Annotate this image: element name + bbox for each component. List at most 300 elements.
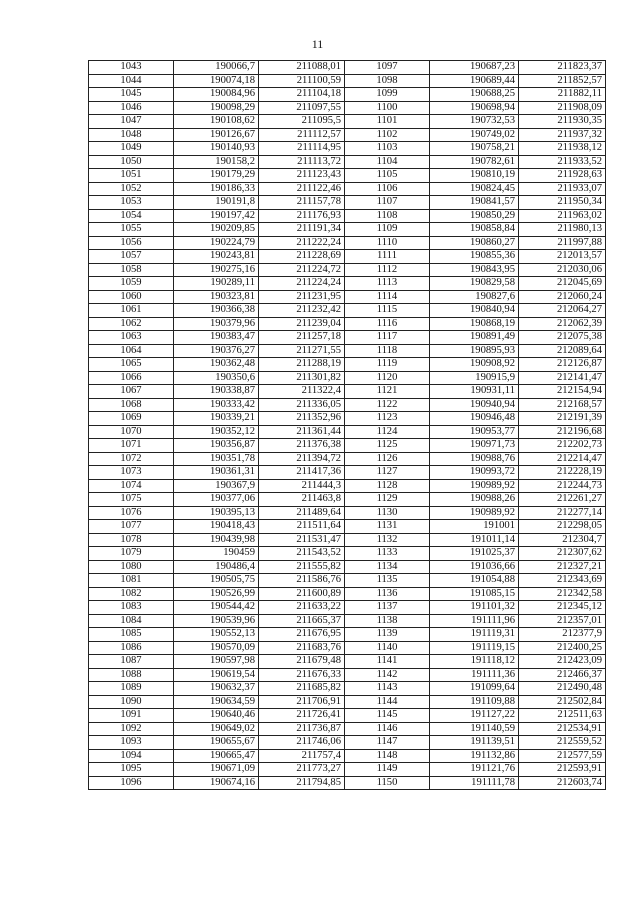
x-coordinate-right-cell: 191140,59 (430, 722, 519, 736)
x-coordinate-left-cell: 190356,87 (174, 439, 259, 453)
table-row (89, 317, 606, 331)
x-coordinate-left-cell: 190671,09 (174, 763, 259, 777)
table-row (89, 560, 606, 574)
x-coordinate-right-cell: 190993,72 (430, 466, 519, 480)
x-coordinate-right-cell: 191109,88 (430, 695, 519, 709)
x-coordinate-left-cell: 190640,46 (174, 709, 259, 723)
y-coordinate-left-cell: 211301,82 (259, 371, 345, 385)
point-number-left-cell: 1062 (89, 317, 174, 331)
point-number-left-cell: 1085 (89, 628, 174, 642)
y-coordinate-left-cell: 211757,4 (259, 749, 345, 763)
y-coordinate-left-cell: 211683,76 (259, 641, 345, 655)
x-coordinate-left-cell: 190339,21 (174, 412, 259, 426)
y-coordinate-right-cell: 212307,62 (519, 547, 606, 561)
x-coordinate-left-cell: 190544,42 (174, 601, 259, 615)
y-coordinate-right-cell: 212141,47 (519, 371, 606, 385)
x-coordinate-left-cell: 190209,85 (174, 223, 259, 237)
x-coordinate-right-cell: 190940,94 (430, 398, 519, 412)
y-coordinate-left-cell: 211232,42 (259, 304, 345, 318)
x-coordinate-left-cell: 190539,96 (174, 614, 259, 628)
x-coordinate-right-cell: 191111,78 (430, 776, 519, 790)
point-number-left-cell: 1051 (89, 169, 174, 183)
point-number-left-cell: 1059 (89, 277, 174, 291)
point-number-right-cell: 1146 (345, 722, 430, 736)
y-coordinate-left-cell: 211222,24 (259, 236, 345, 250)
point-number-left-cell: 1052 (89, 182, 174, 196)
point-number-left-cell: 1096 (89, 776, 174, 790)
y-coordinate-left-cell: 211322,4 (259, 385, 345, 399)
point-number-left-cell: 1054 (89, 209, 174, 223)
x-coordinate-left-cell: 190655,67 (174, 736, 259, 750)
y-coordinate-right-cell: 212298,05 (519, 520, 606, 534)
y-coordinate-left-cell: 211531,47 (259, 533, 345, 547)
table-row (89, 412, 606, 426)
point-number-left-cell: 1077 (89, 520, 174, 534)
y-coordinate-right-cell: 212593,91 (519, 763, 606, 777)
point-number-right-cell: 1135 (345, 574, 430, 588)
point-number-left-cell: 1064 (89, 344, 174, 358)
x-coordinate-left-cell: 190383,47 (174, 331, 259, 345)
point-number-left-cell: 1082 (89, 587, 174, 601)
point-number-right-cell: 1122 (345, 398, 430, 412)
x-coordinate-right-cell: 191099,64 (430, 682, 519, 696)
point-number-right-cell: 1110 (345, 236, 430, 250)
x-coordinate-left-cell: 190191,8 (174, 196, 259, 210)
y-coordinate-right-cell: 212244,73 (519, 479, 606, 493)
x-coordinate-right-cell: 191085,15 (430, 587, 519, 601)
x-coordinate-left-cell: 190140,93 (174, 142, 259, 156)
x-coordinate-left-cell: 190665,47 (174, 749, 259, 763)
coordinates-table-body (89, 61, 606, 790)
y-coordinate-right-cell: 212154,94 (519, 385, 606, 399)
y-coordinate-left-cell: 211794,85 (259, 776, 345, 790)
x-coordinate-right-cell: 191054,88 (430, 574, 519, 588)
point-number-left-cell: 1078 (89, 533, 174, 547)
x-coordinate-right-cell: 191111,36 (430, 668, 519, 682)
point-number-right-cell: 1097 (345, 61, 430, 75)
x-coordinate-right-cell: 190988,26 (430, 493, 519, 507)
y-coordinate-right-cell: 211928,63 (519, 169, 606, 183)
y-coordinate-left-cell: 211444,3 (259, 479, 345, 493)
y-coordinate-left-cell: 211417,36 (259, 466, 345, 480)
point-number-left-cell: 1075 (89, 493, 174, 507)
point-number-right-cell: 1111 (345, 250, 430, 264)
x-coordinate-right-cell: 190858,84 (430, 223, 519, 237)
point-number-right-cell: 1119 (345, 358, 430, 372)
point-number-right-cell: 1103 (345, 142, 430, 156)
x-coordinate-left-cell: 190351,78 (174, 452, 259, 466)
point-number-left-cell: 1093 (89, 736, 174, 750)
table-row (89, 115, 606, 129)
y-coordinate-right-cell: 212304,7 (519, 533, 606, 547)
table-row (89, 290, 606, 304)
x-coordinate-right-cell: 190855,36 (430, 250, 519, 264)
table-row (89, 263, 606, 277)
table-row (89, 655, 606, 669)
point-number-left-cell: 1069 (89, 412, 174, 426)
x-coordinate-left-cell: 190066,7 (174, 61, 259, 75)
y-coordinate-right-cell: 212534,91 (519, 722, 606, 736)
table-row (89, 304, 606, 318)
x-coordinate-right-cell: 191118,12 (430, 655, 519, 669)
x-coordinate-right-cell: 191025,37 (430, 547, 519, 561)
x-coordinate-right-cell: 190895,93 (430, 344, 519, 358)
y-coordinate-right-cell: 212502,84 (519, 695, 606, 709)
table-row (89, 452, 606, 466)
point-number-left-cell: 1058 (89, 263, 174, 277)
point-number-right-cell: 1132 (345, 533, 430, 547)
x-coordinate-right-cell: 190749,02 (430, 128, 519, 142)
table-row (89, 74, 606, 88)
y-coordinate-right-cell: 212075,38 (519, 331, 606, 345)
point-number-right-cell: 1100 (345, 101, 430, 115)
point-number-right-cell: 1101 (345, 115, 430, 129)
point-number-right-cell: 1139 (345, 628, 430, 642)
y-coordinate-right-cell: 212045,69 (519, 277, 606, 291)
x-coordinate-left-cell: 190376,27 (174, 344, 259, 358)
table-row (89, 695, 606, 709)
point-number-right-cell: 1099 (345, 88, 430, 102)
y-coordinate-right-cell: 212423,09 (519, 655, 606, 669)
point-number-right-cell: 1134 (345, 560, 430, 574)
x-coordinate-right-cell: 190829,58 (430, 277, 519, 291)
y-coordinate-right-cell: 212064,27 (519, 304, 606, 318)
y-coordinate-right-cell: 212030,06 (519, 263, 606, 277)
point-number-left-cell: 1068 (89, 398, 174, 412)
table-row (89, 601, 606, 615)
y-coordinate-right-cell: 212214,47 (519, 452, 606, 466)
x-coordinate-left-cell: 190186,33 (174, 182, 259, 196)
table-row (89, 61, 606, 75)
x-coordinate-right-cell: 191121,76 (430, 763, 519, 777)
point-number-right-cell: 1107 (345, 196, 430, 210)
point-number-left-cell: 1091 (89, 709, 174, 723)
y-coordinate-right-cell: 212466,37 (519, 668, 606, 682)
x-coordinate-left-cell: 190179,29 (174, 169, 259, 183)
x-coordinate-right-cell: 190810,19 (430, 169, 519, 183)
point-number-left-cell: 1063 (89, 331, 174, 345)
y-coordinate-left-cell: 211257,18 (259, 331, 345, 345)
y-coordinate-right-cell: 211980,13 (519, 223, 606, 237)
point-number-right-cell: 1137 (345, 601, 430, 615)
table-row (89, 398, 606, 412)
x-coordinate-right-cell: 190989,92 (430, 479, 519, 493)
point-number-right-cell: 1129 (345, 493, 430, 507)
table-row (89, 587, 606, 601)
y-coordinate-right-cell: 212261,27 (519, 493, 606, 507)
point-number-right-cell: 1120 (345, 371, 430, 385)
table-row (89, 88, 606, 102)
y-coordinate-right-cell: 211997,88 (519, 236, 606, 250)
x-coordinate-right-cell: 191119,31 (430, 628, 519, 642)
table-row (89, 574, 606, 588)
x-coordinate-right-cell: 190687,23 (430, 61, 519, 75)
table-row (89, 250, 606, 264)
y-coordinate-left-cell: 211555,82 (259, 560, 345, 574)
y-coordinate-right-cell: 212196,68 (519, 425, 606, 439)
x-coordinate-right-cell: 190689,44 (430, 74, 519, 88)
y-coordinate-right-cell: 212168,57 (519, 398, 606, 412)
point-number-right-cell: 1144 (345, 695, 430, 709)
table-row (89, 493, 606, 507)
point-number-right-cell: 1147 (345, 736, 430, 750)
y-coordinate-left-cell: 211224,72 (259, 263, 345, 277)
y-coordinate-left-cell: 211088,01 (259, 61, 345, 75)
point-number-left-cell: 1067 (89, 385, 174, 399)
x-coordinate-right-cell: 191001 (430, 520, 519, 534)
y-coordinate-left-cell: 211097,55 (259, 101, 345, 115)
table-row (89, 236, 606, 250)
x-coordinate-right-cell: 190688,25 (430, 88, 519, 102)
y-coordinate-right-cell: 212202,73 (519, 439, 606, 453)
x-coordinate-left-cell: 190418,43 (174, 520, 259, 534)
y-coordinate-left-cell: 211685,82 (259, 682, 345, 696)
x-coordinate-left-cell: 190074,18 (174, 74, 259, 88)
x-coordinate-right-cell: 190908,92 (430, 358, 519, 372)
y-coordinate-left-cell: 211676,95 (259, 628, 345, 642)
y-coordinate-left-cell: 211113,72 (259, 155, 345, 169)
table-row (89, 520, 606, 534)
y-coordinate-left-cell: 211679,48 (259, 655, 345, 669)
point-number-right-cell: 1145 (345, 709, 430, 723)
x-coordinate-right-cell: 190827,6 (430, 290, 519, 304)
point-number-left-cell: 1076 (89, 506, 174, 520)
point-number-right-cell: 1113 (345, 277, 430, 291)
coordinates-table (88, 60, 606, 790)
x-coordinate-left-cell: 190352,12 (174, 425, 259, 439)
y-coordinate-right-cell: 211930,35 (519, 115, 606, 129)
table-row (89, 128, 606, 142)
x-coordinate-left-cell: 190395,13 (174, 506, 259, 520)
x-coordinate-right-cell: 190953,77 (430, 425, 519, 439)
table-row (89, 371, 606, 385)
x-coordinate-left-cell: 190619,54 (174, 668, 259, 682)
y-coordinate-left-cell: 211706,91 (259, 695, 345, 709)
point-number-left-cell: 1066 (89, 371, 174, 385)
table-row (89, 763, 606, 777)
point-number-right-cell: 1109 (345, 223, 430, 237)
point-number-right-cell: 1105 (345, 169, 430, 183)
x-coordinate-right-cell: 190868,19 (430, 317, 519, 331)
x-coordinate-left-cell: 190439,98 (174, 533, 259, 547)
point-number-right-cell: 1123 (345, 412, 430, 426)
y-coordinate-right-cell: 212603,74 (519, 776, 606, 790)
x-coordinate-right-cell: 190946,48 (430, 412, 519, 426)
y-coordinate-right-cell: 211852,57 (519, 74, 606, 88)
point-number-right-cell: 1117 (345, 331, 430, 345)
table-row (89, 641, 606, 655)
y-coordinate-right-cell: 211937,32 (519, 128, 606, 142)
y-coordinate-left-cell: 211123,43 (259, 169, 345, 183)
point-number-right-cell: 1141 (345, 655, 430, 669)
y-coordinate-right-cell: 211963,02 (519, 209, 606, 223)
table-row (89, 331, 606, 345)
point-number-left-cell: 1092 (89, 722, 174, 736)
y-coordinate-left-cell: 211336,05 (259, 398, 345, 412)
point-number-right-cell: 1126 (345, 452, 430, 466)
table-row (89, 385, 606, 399)
y-coordinate-right-cell: 212377,9 (519, 628, 606, 642)
point-number-right-cell: 1131 (345, 520, 430, 534)
y-coordinate-right-cell: 212013,57 (519, 250, 606, 264)
point-number-left-cell: 1079 (89, 547, 174, 561)
x-coordinate-right-cell: 190782,61 (430, 155, 519, 169)
y-coordinate-left-cell: 211122,46 (259, 182, 345, 196)
y-coordinate-left-cell: 211271,55 (259, 344, 345, 358)
y-coordinate-left-cell: 211288,19 (259, 358, 345, 372)
y-coordinate-right-cell: 211823,37 (519, 61, 606, 75)
table-row (89, 479, 606, 493)
x-coordinate-left-cell: 190108,62 (174, 115, 259, 129)
table-row (89, 101, 606, 115)
table-row (89, 155, 606, 169)
y-coordinate-left-cell: 211676,33 (259, 668, 345, 682)
point-number-right-cell: 1115 (345, 304, 430, 318)
table-row (89, 196, 606, 210)
table-row (89, 439, 606, 453)
point-number-left-cell: 1050 (89, 155, 174, 169)
x-coordinate-left-cell: 190674,16 (174, 776, 259, 790)
x-coordinate-right-cell: 190860,27 (430, 236, 519, 250)
x-coordinate-left-cell: 190634,59 (174, 695, 259, 709)
y-coordinate-right-cell: 212577,59 (519, 749, 606, 763)
x-coordinate-left-cell: 190459 (174, 547, 259, 561)
x-coordinate-left-cell: 190224,79 (174, 236, 259, 250)
x-coordinate-left-cell: 190486,4 (174, 560, 259, 574)
y-coordinate-left-cell: 211543,52 (259, 547, 345, 561)
y-coordinate-left-cell: 211191,34 (259, 223, 345, 237)
point-number-left-cell: 1043 (89, 61, 174, 75)
x-coordinate-left-cell: 190597,98 (174, 655, 259, 669)
y-coordinate-left-cell: 211633,22 (259, 601, 345, 615)
y-coordinate-left-cell: 211746,06 (259, 736, 345, 750)
table-row (89, 277, 606, 291)
y-coordinate-left-cell: 211736,87 (259, 722, 345, 736)
x-coordinate-right-cell: 190989,92 (430, 506, 519, 520)
y-coordinate-right-cell: 211882,11 (519, 88, 606, 102)
point-number-right-cell: 1104 (345, 155, 430, 169)
y-coordinate-left-cell: 211352,96 (259, 412, 345, 426)
x-coordinate-left-cell: 190338,87 (174, 385, 259, 399)
y-coordinate-right-cell: 212089,64 (519, 344, 606, 358)
x-coordinate-right-cell: 191036,66 (430, 560, 519, 574)
y-coordinate-left-cell: 211463,8 (259, 493, 345, 507)
y-coordinate-right-cell: 212511,63 (519, 709, 606, 723)
point-number-left-cell: 1047 (89, 115, 174, 129)
point-number-right-cell: 1136 (345, 587, 430, 601)
y-coordinate-right-cell: 212357,01 (519, 614, 606, 628)
y-coordinate-right-cell: 212345,12 (519, 601, 606, 615)
x-coordinate-right-cell: 190840,94 (430, 304, 519, 318)
point-number-left-cell: 1084 (89, 614, 174, 628)
point-number-right-cell: 1150 (345, 776, 430, 790)
x-coordinate-right-cell: 191111,96 (430, 614, 519, 628)
table-row (89, 209, 606, 223)
table-row (89, 709, 606, 723)
y-coordinate-right-cell: 211933,52 (519, 155, 606, 169)
x-coordinate-right-cell: 191119,15 (430, 641, 519, 655)
x-coordinate-right-cell: 190931,11 (430, 385, 519, 399)
x-coordinate-left-cell: 190158,2 (174, 155, 259, 169)
point-number-left-cell: 1055 (89, 223, 174, 237)
y-coordinate-left-cell: 211394,72 (259, 452, 345, 466)
y-coordinate-right-cell: 212342,58 (519, 587, 606, 601)
y-coordinate-left-cell: 211231,95 (259, 290, 345, 304)
point-number-left-cell: 1081 (89, 574, 174, 588)
y-coordinate-right-cell: 211933,07 (519, 182, 606, 196)
point-number-left-cell: 1074 (89, 479, 174, 493)
y-coordinate-right-cell: 211908,09 (519, 101, 606, 115)
point-number-left-cell: 1071 (89, 439, 174, 453)
y-coordinate-left-cell: 211511,64 (259, 520, 345, 534)
x-coordinate-right-cell: 190850,29 (430, 209, 519, 223)
table-row (89, 466, 606, 480)
table-row (89, 358, 606, 372)
point-number-left-cell: 1060 (89, 290, 174, 304)
table-row (89, 142, 606, 156)
x-coordinate-left-cell: 190289,11 (174, 277, 259, 291)
point-number-right-cell: 1138 (345, 614, 430, 628)
y-coordinate-left-cell: 211239,04 (259, 317, 345, 331)
y-coordinate-right-cell: 211938,12 (519, 142, 606, 156)
point-number-right-cell: 1124 (345, 425, 430, 439)
x-coordinate-left-cell: 190098,29 (174, 101, 259, 115)
y-coordinate-right-cell: 212327,21 (519, 560, 606, 574)
y-coordinate-left-cell: 211224,24 (259, 277, 345, 291)
table-row (89, 425, 606, 439)
point-number-right-cell: 1098 (345, 74, 430, 88)
x-coordinate-right-cell: 191127,22 (430, 709, 519, 723)
point-number-left-cell: 1083 (89, 601, 174, 615)
point-number-left-cell: 1094 (89, 749, 174, 763)
y-coordinate-right-cell: 212228,19 (519, 466, 606, 480)
x-coordinate-right-cell: 190891,49 (430, 331, 519, 345)
table-row (89, 776, 606, 790)
point-number-right-cell: 1108 (345, 209, 430, 223)
x-coordinate-left-cell: 190362,48 (174, 358, 259, 372)
table-row (89, 344, 606, 358)
x-coordinate-right-cell: 191132,86 (430, 749, 519, 763)
point-number-left-cell: 1056 (89, 236, 174, 250)
table-row (89, 547, 606, 561)
y-coordinate-left-cell: 211114,95 (259, 142, 345, 156)
y-coordinate-right-cell: 212062,39 (519, 317, 606, 331)
point-number-left-cell: 1048 (89, 128, 174, 142)
table-row (89, 628, 606, 642)
point-number-right-cell: 1121 (345, 385, 430, 399)
table-row (89, 749, 606, 763)
y-coordinate-left-cell: 211773,27 (259, 763, 345, 777)
x-coordinate-right-cell: 190915,9 (430, 371, 519, 385)
point-number-left-cell: 1057 (89, 250, 174, 264)
table-row (89, 736, 606, 750)
y-coordinate-left-cell: 211228,69 (259, 250, 345, 264)
point-number-right-cell: 1125 (345, 439, 430, 453)
x-coordinate-left-cell: 190570,09 (174, 641, 259, 655)
table-row (89, 169, 606, 183)
point-number-left-cell: 1090 (89, 695, 174, 709)
point-number-right-cell: 1143 (345, 682, 430, 696)
table-row (89, 722, 606, 736)
x-coordinate-left-cell: 190275,16 (174, 263, 259, 277)
x-coordinate-right-cell: 190971,73 (430, 439, 519, 453)
x-coordinate-right-cell: 190988,76 (430, 452, 519, 466)
point-number-right-cell: 1142 (345, 668, 430, 682)
y-coordinate-left-cell: 211376,38 (259, 439, 345, 453)
point-number-left-cell: 1065 (89, 358, 174, 372)
x-coordinate-left-cell: 190366,38 (174, 304, 259, 318)
x-coordinate-right-cell: 190698,94 (430, 101, 519, 115)
